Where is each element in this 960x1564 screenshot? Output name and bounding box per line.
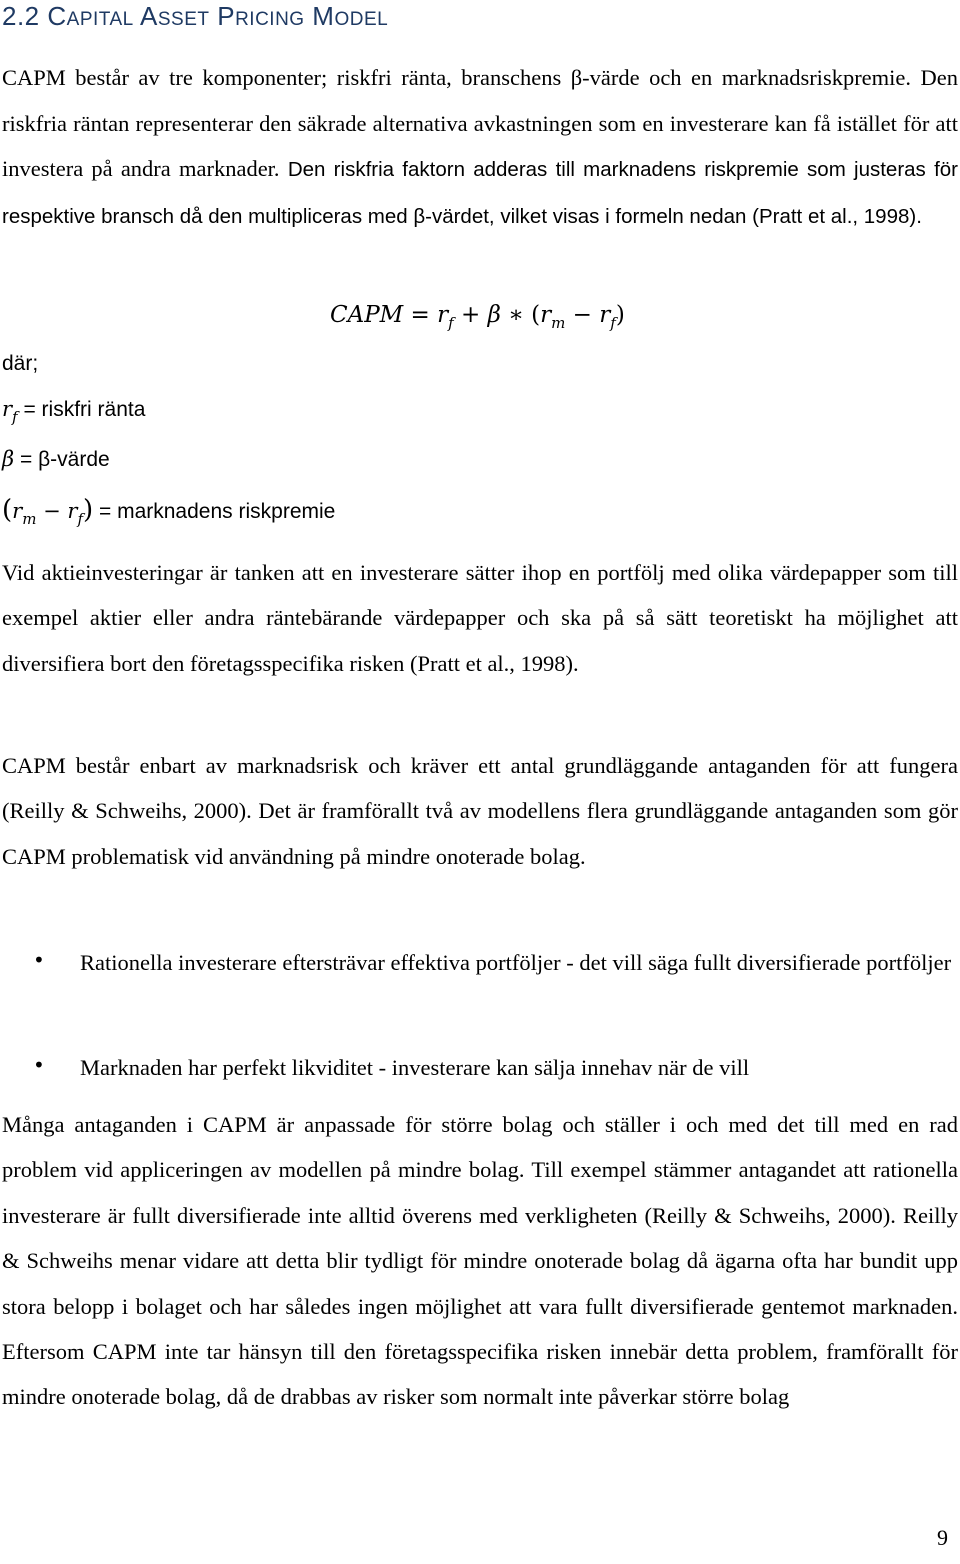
definition-beta: β = β-värde [2,447,110,471]
definition-market-premium: $(r_m - r_f)$ = marknadens riskpremie [2,495,336,528]
paragraph-capm-assumptions: CAPM består enbart av marknadsrisk och kräver ett antal grundläggande antaganden för att fungera (Reilly & Schweihs, 2000). Det är framförallt två av modellens flera grundläggande antaganden som gör CAPM problematisk vid användning på mindre onoterade bolag. [2,753,958,869]
paragraph-capm-problems: Många antaganden i CAPM är anpassade för större bolag och ställer i och med det till med en rad problem vid appliceringen av modellen på mindre bolag. Till exempel stämmer antagandet att rationella investerare är fullt diversifierade inte alltid överens med verkligheten (Reilly & Schweihs, 2000). Reilly & Schweihs menar vidare att detta blir tydligt för mindre onoterade bolag då ägarna ofta har bundit upp stora belopp i bolaget och har således ingen möjlighet att vara fullt diversifierade gentemot marknaden. Eftersom CAPM inte tar hänsyn till den företagsspecifika risken innebär detta problem, framförallt för mindre onoterade bolag, då de drabbas av risker som normalt inte påverkar större bolag [2,1112,958,1410]
capm-formula: CAPM = $r_f + \beta$ ∗ $(r_m - r_f)$ [330,302,625,332]
page-number: 9 [937,1525,948,1550]
bullet-icon: • [33,1053,45,1077]
paragraph-diversification: Vid aktieinvesteringar är tanken att en investerare sätter ihop en portfölj med olika värdepapper som till exempel aktier eller andra räntebärande värdepapper och ska på så sätt teoretiskt ha möjlighet att diversifiera bort den företagsspecifika risken (Pratt et al., 1998). [2,560,958,676]
bullet-icon: • [33,948,45,972]
section-number: 2.2 [2,1,48,31]
paragraph-serif-part: CAPM består av tre komponenter; riskfri ränta, branschens β-värde och en marknadsriskpremie. Den riskfria räntan representerar den säkrade alternativa avkastningen som en investerare kan få istället för att investera på andra marknader. [2,65,958,181]
heading-word: CAPITAL [47,1,134,31]
definitions-intro: där; [2,352,39,375]
list-item-text: Rationella investerare eftersträvar effektiva portföljer - det vill säga fullt diversifierade portföljer [80,950,952,975]
paragraph-sans-part: Den riskfria faktorn adderas till marknadens riskpremie som justeras för respektive bransch då den multipliceras med β-värdet, vilket visas i formeln nedan (Pratt et al., 1998). [2,158,958,228]
heading-word: MODEL [312,1,389,31]
paragraph-capm-intro [2,55,958,239]
list-item-text: Marknaden har perfekt likviditet - investerare kan sälja innehav när de vill [80,1055,750,1080]
heading-word: ASSET [140,1,210,31]
heading-word: PRICING [217,1,305,31]
section-heading [2,0,942,36]
definition-riskfree: $r_f$ = riskfri ränta [2,397,146,426]
